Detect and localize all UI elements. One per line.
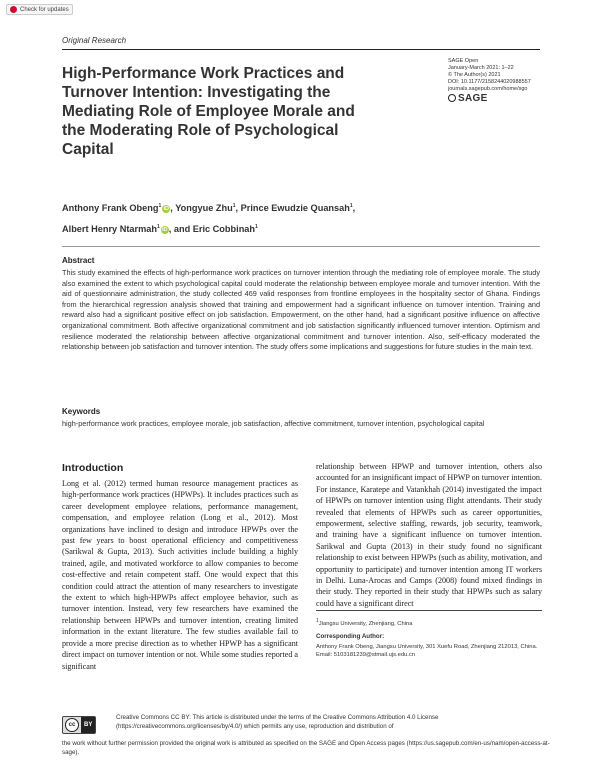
keywords-heading: Keywords	[62, 407, 101, 416]
abstract-rule	[62, 246, 540, 247]
journal-copyright: © The Author(s) 2021	[448, 72, 501, 78]
corresponding-author	[316, 643, 542, 659]
introduction-heading: Introduction	[62, 462, 124, 474]
section-label: Original Research	[62, 36, 127, 45]
creative-commons-icon: cc	[65, 718, 79, 732]
cc-by-badge[interactable]	[62, 716, 96, 734]
header-rule	[62, 49, 540, 50]
corresponding-email[interactable]: Email: 5103181239@stmail.ujs.edu.cn	[316, 652, 416, 658]
update-icon	[10, 6, 17, 13]
author: Albert Henry Ntarmah$^1$ iD, and	[62, 224, 193, 235]
abstract-heading: Abstract	[62, 256, 95, 265]
introduction-column-2: relationship between HPWP and turnover intention, others also accounted for an insignificant impact of HPWP on turnover intention. For instance, Karatepe and Vatankhah (2014) investigated the impact of HPWPs on turnover intention using flight attendants. Their study revealed that elements of HPWPs such as career opportunities, empowerment, selective staffing, rewards, job security, teamwork, and training have a significant influence on turnover intention. Sarikwal and Gupta (2013) in their study found no significant relationship to exist between HPWPs (such as ability, motivation, and opportunity to participate) and turnover intention among IT workers in Delhi. Luna-Arocas and Camps (2008) found mixed findings in their study. They reported in their study that HPWPs such as salary could have a significant direct	[316, 462, 542, 608]
journal-url[interactable]: journals.sagepub.com/home/sgo	[448, 86, 528, 92]
author-list	[62, 197, 542, 239]
orcid-icon[interactable]: iD	[162, 226, 168, 233]
orcid-icon[interactable]: iD	[163, 205, 169, 212]
keywords-text: high-performance work practices, employee morale, job satisfaction, affective commitment, turnover intention, psychological capital	[62, 419, 485, 428]
author: Prince Ewudzie Quansah$^1$,	[240, 203, 356, 214]
license-text: Creative Commons CC BY: This article is distributed under the terms of the Creative Commons Attribution 4.0 License (https://creativecommons.org/licenses/by/4.0/) which permits any use, reproduction and distribution of	[116, 714, 439, 730]
sage-logo-icon	[448, 94, 456, 102]
license-text-continued: the work without further permission provided the original work is attributed as specified on the SAGE and Open Access pages (https://us.sagepub.com/en-us/nam/open-access-at-sage).	[62, 740, 550, 756]
affiliation: $^1$Jiangsu University, Zhenjiang, China	[316, 618, 413, 627]
author: Eric Cobbinah$^1$	[192, 224, 258, 235]
abstract-text: This study examined the effects of high-performance work practices on turnover intention through the mediating role of employee morale. The study also examined the extent to which psychological capital could moderate the relationship between employee morale and turnover intention. With the aid of questionnaire administration, the study collected 469 valid responses from frontline employees in the hospitality sector of Ghana. Findings from the hierarchical regression analysis showed that training and empowerment had a significant influence on turnover intention. Training and reward also had a significant positive effect on job satisfaction. Empowerment, on the other hand, had a significant positive influence on affective organizational commitment. Both affective organizational commitment and job satisfaction significantly influenced turnover intention. Optimism and resilience moderated the relationship between affective organizational commitment and turnover intention. Also, self-efficacy moderated the relationship between job satisfaction and turnover intention. The study offers some implications and suggestions for future studies in the main text.	[62, 268, 540, 352]
journal-name: SAGE Open	[448, 58, 479, 64]
by-label: BY	[81, 717, 95, 733]
introduction-column-1: Long et al. (2012) termed human resource management practices as high-performance work practices (HPWPs). It includes practices such as career development employee relations, performance management, compensation, and employee relation (Long et al., 2012). Most organizations have inclined to design and introduce HPWPs over the past few years to boost operational efficiency and competitiveness (Sarikwal & Gupta, 2013). Such activities include building a highly trained, agile, and motivated workforce to allow companies to become cost-effective and retain competent staff. One would expect that this condition could attract the attention of many researchers to investigate the extent to which high-HPWPs affect employee behavior, such as turnover intention. Instead, very few researchers have examined the relationship between HPWPs and turnover intention, creating limited information in the extant literature. The few studies available fail to provide a more precise direction as to whether HPWP has a significant direct impact on turnover intention or not. While some studies reported a significant	[62, 479, 298, 671]
article-title: High-Performance Work Practices and Turnover Intention: Investigating the Mediating Role of Employee Morale and the Moderating Role of Psychological Capital	[62, 65, 355, 158]
corresponding-heading: Corresponding Author:	[316, 633, 385, 640]
sage-logo-text: SAGE	[458, 92, 488, 104]
journal-info	[448, 58, 558, 102]
footnote-rule	[316, 610, 542, 611]
journal-doi[interactable]: DOI: 10.1177/21582440209885​57	[448, 79, 531, 85]
sage-logo	[448, 94, 558, 102]
journal-issue: January-March 2021: 1–22	[448, 65, 514, 71]
author: Yongyue Zhu$^1$,	[175, 203, 241, 214]
check-for-updates-badge[interactable]	[6, 4, 73, 15]
corresponding-address: Anthony Frank Obeng, Jiangsu University, 301 Xuefu Road, Zhenjiang 212013, China.	[316, 644, 538, 650]
author: Anthony Frank Obeng$^1$ iD,	[62, 203, 176, 214]
check-for-updates-label: Check for updates	[20, 6, 69, 13]
